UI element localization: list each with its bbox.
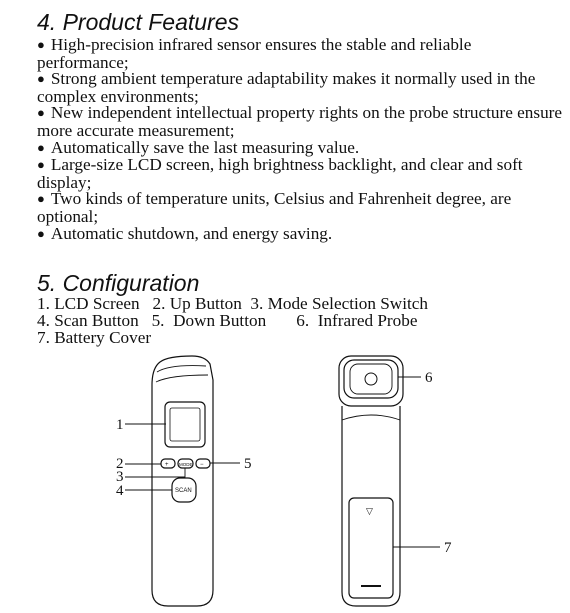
feature-item: ● Automatic shutdown, and energy saving. bbox=[37, 226, 567, 244]
config-line-1: 1. LCD Screen 2. Up Button 3. Mode Selection Switch bbox=[37, 294, 428, 313]
callout-1: 1 bbox=[116, 417, 124, 433]
feature-item: ● Large-size LCD screen, high brightness backlight, and clear and soft display; bbox=[37, 157, 567, 191]
feature-item: ● New independent intellectual property rights on the probe structure ensure more accurate measurement; bbox=[37, 105, 567, 139]
battery-arrow-icon: ▽ bbox=[366, 506, 373, 516]
infrared-probe bbox=[344, 360, 398, 398]
section-5-heading: 5. Configuration bbox=[37, 270, 200, 296]
mode-button-label: MODE bbox=[179, 462, 193, 467]
down-button-label: − bbox=[200, 462, 204, 468]
feature-item: ● Automatically save the last measuring value. bbox=[37, 140, 567, 158]
feature-item: ● Two kinds of temperature units, Celsius and Fahrenheit degree, are optional; bbox=[37, 191, 567, 225]
callout-4: 4 bbox=[116, 483, 124, 499]
features-list bbox=[37, 37, 567, 243]
scan-button-label: SCAN bbox=[175, 488, 192, 494]
config-line-3: 7. Battery Cover bbox=[37, 328, 152, 347]
callout-6: 6 bbox=[425, 370, 433, 386]
callout-2: 2 bbox=[116, 456, 124, 472]
feature-item: ● High-precision infrared sensor ensures the stable and reliable performance; bbox=[37, 37, 567, 71]
callout-5: 5 bbox=[244, 456, 252, 472]
device-front-view bbox=[125, 356, 240, 606]
callout-7: 7 bbox=[444, 540, 452, 556]
thermometer-diagram bbox=[0, 352, 570, 613]
section-4-heading: 4. Product Features bbox=[37, 9, 239, 35]
lcd-screen bbox=[165, 402, 205, 447]
feature-item: ● Strong ambient temperature adaptability makes it normally used in the complex environments; bbox=[37, 71, 567, 105]
callout-3: 3 bbox=[116, 469, 124, 485]
config-line-2: 4. Scan Button 5. Down Button 6. Infrared Probe bbox=[37, 311, 418, 330]
device-back-view bbox=[339, 356, 440, 606]
up-button-label: + bbox=[165, 462, 169, 468]
